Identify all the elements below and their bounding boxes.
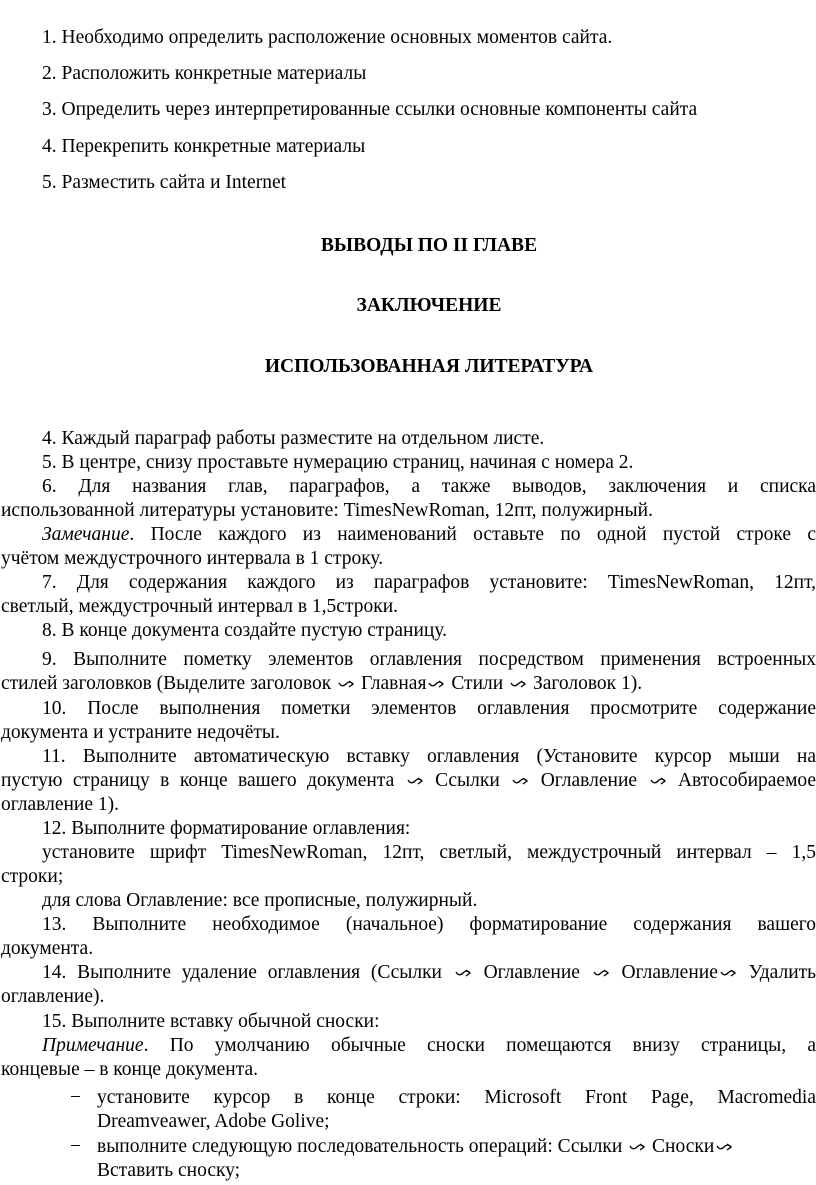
bullet-dash: − bbox=[70, 1087, 81, 1108]
text-span: Автособираемое bbox=[677, 770, 816, 791]
arrow-icon bbox=[407, 777, 423, 787]
paragraph-line bbox=[1, 672, 642, 696]
text-span: Оглавление bbox=[483, 962, 580, 983]
text-span: 14. Выполните удаление оглавления (Ссылки bbox=[42, 962, 442, 983]
text-span: стилей заголовков (Выделите заголовок bbox=[1, 673, 332, 694]
remark-text: . После каждого из наименований оставьте по одной пустой строке с bbox=[129, 524, 816, 545]
arrow-icon bbox=[650, 777, 666, 787]
arrow-icon bbox=[455, 969, 471, 979]
paragraph-line: оглавление). bbox=[1, 986, 105, 1007]
paragraph-line: 6. Для названия глав, параграфов, а также выводов, заключения и списка bbox=[42, 476, 816, 497]
list-item: 1. Необходимо определить расположение основных моментов сайта. bbox=[42, 27, 613, 48]
bullet-dash: − bbox=[70, 1136, 81, 1157]
text-span: Стили bbox=[451, 673, 504, 694]
paragraph-line: светлый, междустрочный интервал в 1,5строки. bbox=[1, 596, 398, 617]
arrow-icon bbox=[629, 1143, 645, 1153]
text-span: Сноски bbox=[652, 1136, 715, 1157]
list-item: 5. Разместить сайта и Internet bbox=[42, 172, 287, 193]
paragraph-line: учётом междустрочного интервала в 1 строку. bbox=[1, 548, 384, 569]
paragraph-line: для слова Оглавление: все прописные, полужирный. bbox=[42, 890, 478, 911]
text-span: пустую страницу в конце вашего документа bbox=[1, 770, 395, 791]
paragraph-line: документа. bbox=[1, 938, 94, 959]
bullet-item-line: Вставить сноску; bbox=[97, 1160, 241, 1181]
paragraph-line: 10. После выполнения пометки элементов оглавления просмотрите содержание bbox=[42, 698, 816, 719]
paragraph-line: документа и устраните недочёты. bbox=[1, 722, 280, 743]
list-item: 2. Расположить конкретные материалы bbox=[42, 63, 367, 84]
note-label: Примечание bbox=[42, 1035, 144, 1056]
paragraph-line bbox=[42, 523, 816, 547]
bullet-item-line bbox=[97, 1135, 734, 1159]
arrow-icon bbox=[716, 1143, 732, 1153]
list-item: 3. Определить через интерпретированные ссылки основные компоненты сайта bbox=[42, 99, 698, 120]
paragraph-line: 12. Выполните форматирование оглавления: bbox=[42, 818, 411, 839]
note-text: . По умолчанию обычные сноски помещаются внизу страницы, а bbox=[143, 1035, 816, 1056]
paragraph-line: установите шрифт TimesNewRoman, 12пт, светлый, междустрочный интервал – 1,5 bbox=[42, 842, 816, 863]
bullet-item-line: установите курсор в конце строки: Microsoft Front Page, Macromedia bbox=[97, 1087, 816, 1108]
text-span: Оглавление bbox=[621, 962, 718, 983]
text-span: Ссылки bbox=[435, 770, 500, 791]
text-span: выполните следующую последовательность операций: Ссылки bbox=[97, 1136, 623, 1157]
text-span: Заголовок 1). bbox=[532, 673, 643, 694]
arrow-icon bbox=[720, 969, 736, 979]
heading-conclusion: ЗАКЛЮЧЕНИЕ bbox=[356, 295, 502, 316]
remark-label: Замечание bbox=[42, 524, 130, 545]
paragraph-line: 13. Выполните необходимое (начальное) форматирование содержания вашего bbox=[42, 914, 816, 935]
paragraph-line: концевые – в конце документа. bbox=[1, 1059, 259, 1080]
paragraph-line: оглавление 1). bbox=[1, 794, 119, 815]
text-span: Главная bbox=[360, 673, 427, 694]
paragraph-line bbox=[42, 1034, 816, 1058]
paragraph-line bbox=[42, 961, 816, 985]
bullet-item-line: Dreamveawer, Adobe Golive; bbox=[97, 1111, 330, 1132]
arrow-icon bbox=[512, 777, 528, 787]
paragraph-line: строки; bbox=[1, 866, 64, 887]
heading-references: ИСПОЛЬЗОВАННАЯ ЛИТЕРАТУРА bbox=[264, 356, 594, 377]
paragraph-line: использованной литературы установите: TimesNewRoman, 12пт, полужирный. bbox=[1, 500, 653, 521]
arrow-icon bbox=[338, 680, 354, 690]
paragraph-line: 8. В конце документа создайте пустую страницу. bbox=[42, 620, 448, 641]
arrow-icon bbox=[428, 680, 444, 690]
paragraph-line: 15. Выполните вставку обычной сноски: bbox=[42, 1011, 380, 1032]
heading-conclusions-chapter-2: ВЫВОДЫ ПО II ГЛАВЕ bbox=[320, 235, 538, 256]
paragraph-line: 11. Выполните автоматическую вставку оглавления (Установите курсор мыши на bbox=[42, 746, 816, 767]
paragraph-line: 4. Каждый параграф работы разместите на отдельном листе. bbox=[42, 428, 545, 449]
text-span: Удалить bbox=[748, 962, 816, 983]
arrow-icon bbox=[510, 680, 526, 690]
paragraph-line bbox=[1, 769, 816, 793]
text-span: Оглавление bbox=[540, 770, 638, 791]
paragraph-line: 9. Выполните пометку элементов оглавления посредством применения встроенных bbox=[42, 649, 816, 670]
list-item: 4. Перекрепить конкретные материалы bbox=[42, 136, 366, 157]
arrow-icon bbox=[593, 969, 609, 979]
paragraph-line: 7. Для содержания каждого из параграфов установите: TimesNewRoman, 12пт, bbox=[42, 572, 816, 593]
paragraph-line: 5. В центре, снизу проставьте нумерацию страниц, начиная с номера 2. bbox=[42, 452, 634, 473]
